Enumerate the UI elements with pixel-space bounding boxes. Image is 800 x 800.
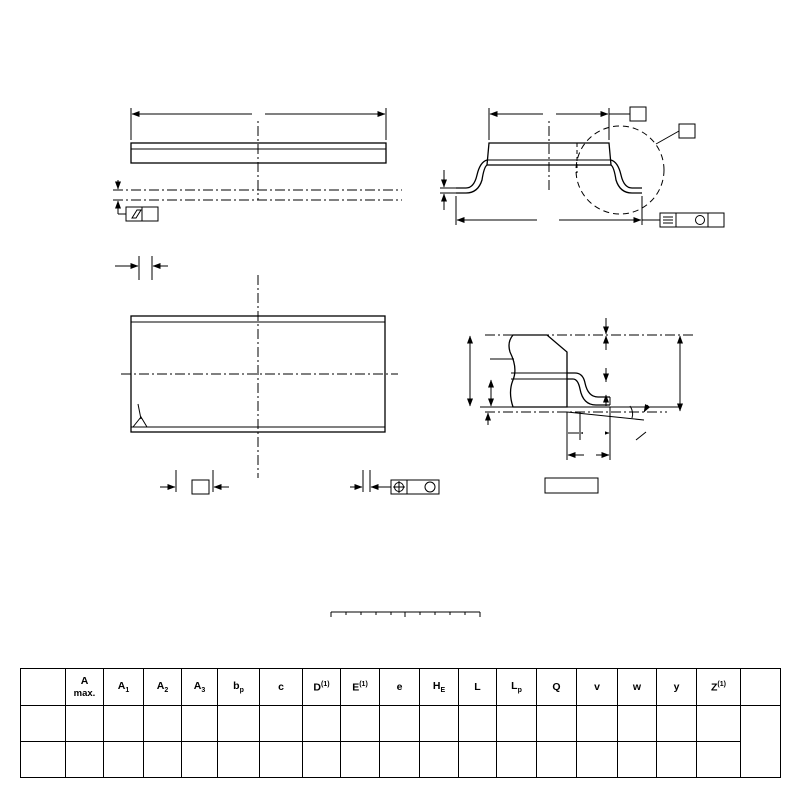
- side-view: [113, 108, 402, 221]
- table-cell: [537, 742, 577, 778]
- header-L: L: [459, 669, 497, 706]
- table-cell: [577, 742, 618, 778]
- table-cell: [104, 742, 144, 778]
- header-Z: $Z^{(1)}$: [697, 669, 741, 706]
- table-cell: [459, 742, 497, 778]
- table-cell: [657, 706, 697, 742]
- table-cell: [260, 742, 303, 778]
- table-row-mm: [21, 706, 781, 742]
- table-cell: [577, 706, 618, 742]
- scale-bar: [331, 612, 480, 617]
- table-cell: [657, 742, 697, 778]
- header-e: e: [380, 669, 420, 706]
- detail-x-view: [470, 318, 696, 493]
- header-Q: Q: [537, 669, 577, 706]
- table-cell: [218, 742, 260, 778]
- header-E: $E^{(1)}$: [341, 669, 380, 706]
- header-D: $D^{(1)}$: [303, 669, 341, 706]
- header-y: y: [657, 669, 697, 706]
- top-view: [115, 256, 439, 494]
- table-cell: [697, 742, 741, 778]
- table-cell: [459, 706, 497, 742]
- header-bp: $b_p$: [218, 669, 260, 706]
- header-w: w: [618, 669, 657, 706]
- table-cell: [497, 706, 537, 742]
- unit-cell-inches: [21, 742, 66, 778]
- table-cell: [537, 706, 577, 742]
- end-view: [440, 107, 724, 227]
- table-cell: [341, 742, 380, 778]
- header-A2: $A_2$: [144, 669, 182, 706]
- table-cell: [497, 742, 537, 778]
- header-A-max: A max.: [66, 669, 104, 706]
- table-cell: [218, 706, 260, 742]
- table-cell: [182, 742, 218, 778]
- table-row-inches: [21, 742, 781, 778]
- header-A1: $A_1$: [104, 669, 144, 706]
- table-cell: [303, 706, 341, 742]
- table-cell: [380, 742, 420, 778]
- theta-cell: [741, 706, 781, 778]
- table-cell: [341, 706, 380, 742]
- header-A3: $A_3$: [182, 669, 218, 706]
- table-cell: [420, 742, 459, 778]
- table-cell: [66, 742, 104, 778]
- drawing-labels: [0, 0, 605, 461]
- table-cell: [144, 742, 182, 778]
- table-cell: [260, 706, 303, 742]
- dimensions-table: [20, 668, 781, 778]
- header-unit: [21, 669, 66, 706]
- table-cell: [420, 706, 459, 742]
- table-cell: [104, 706, 144, 742]
- table-cell: [618, 706, 657, 742]
- table-cell: [380, 706, 420, 742]
- header-theta: [741, 669, 781, 706]
- header-c: c: [260, 669, 303, 706]
- unit-cell-mm: [21, 706, 66, 742]
- header-v: v: [577, 669, 618, 706]
- table-cell: [144, 706, 182, 742]
- header-HE: $H_E$: [420, 669, 459, 706]
- table-cell: [66, 706, 104, 742]
- table-cell: [182, 706, 218, 742]
- table-header-row: [21, 669, 781, 706]
- table-cell: [618, 742, 657, 778]
- table-cell: [697, 706, 741, 742]
- header-Lp: $L_p$: [497, 669, 537, 706]
- table-cell: [303, 742, 341, 778]
